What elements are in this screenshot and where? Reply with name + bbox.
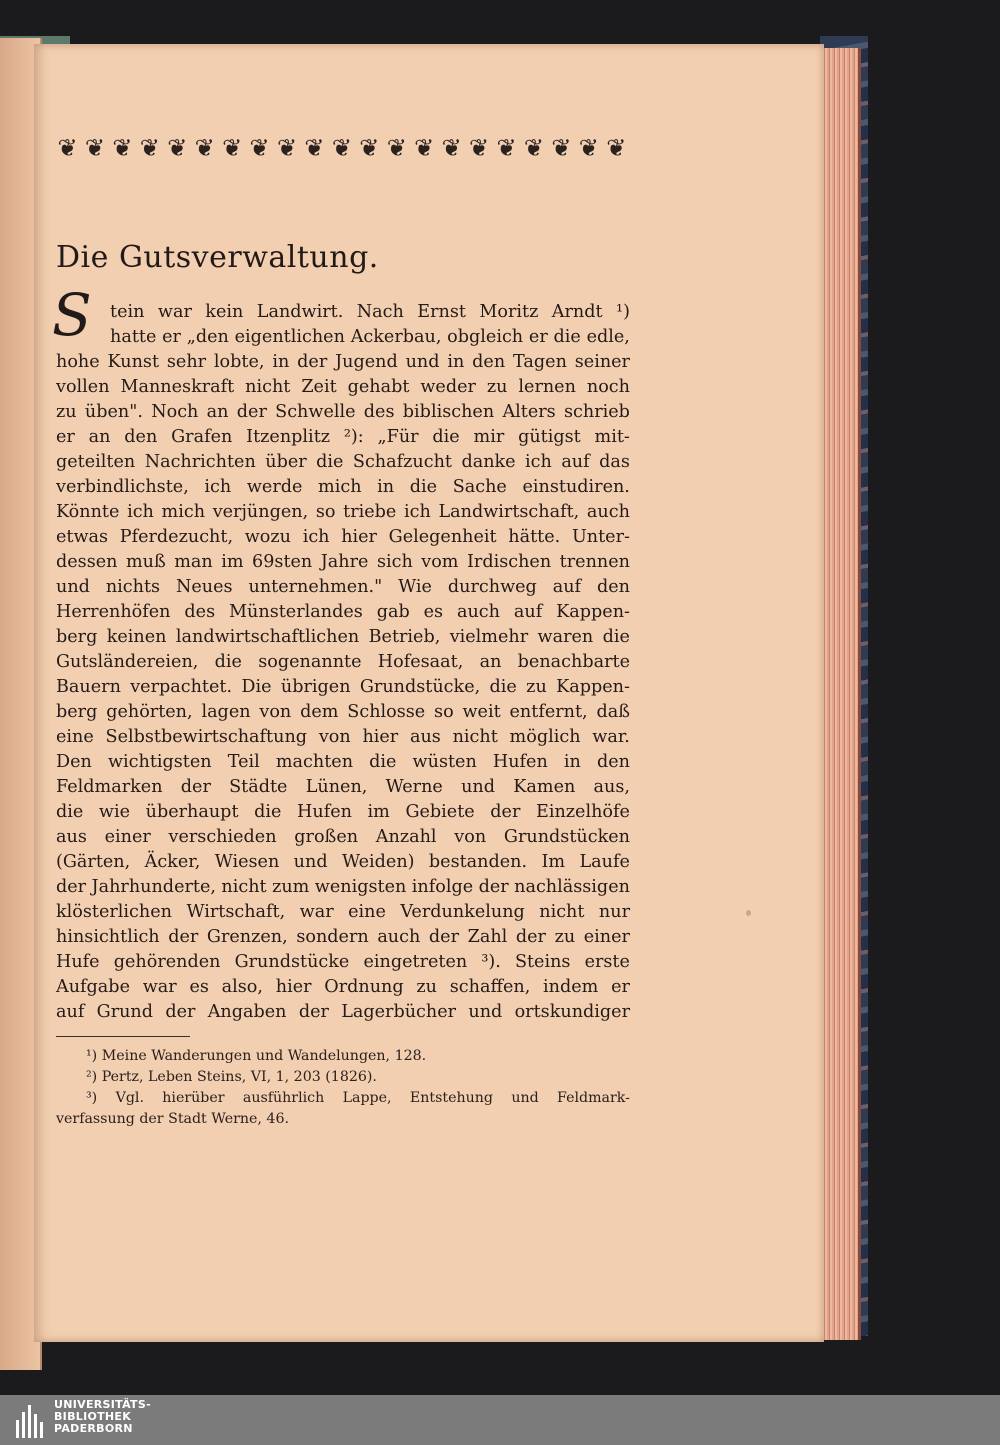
paper-speck: [746, 910, 751, 916]
text-line: Den wichtigsten Teil machten die wüsten Hufen in den: [56, 752, 630, 772]
text-line: Feldmarken der Städte Lünen, Werne und Kamen aus,: [56, 777, 630, 797]
ornament-leaf-icon: ❦: [523, 134, 544, 162]
text-line: vollen Manneskraft nicht Zeit gehabt weder zu lernen noch: [56, 377, 630, 397]
footnote-line: ¹) Meine Wanderungen und Wandelungen, 128.: [86, 1048, 427, 1064]
text-line: berg keinen landwirtschaftlichen Betrieb, vielmehr waren die: [56, 627, 630, 647]
drop-cap: S: [52, 281, 92, 349]
text-line: dessen muß man im 69sten Jahre sich vom Irdischen trennen: [56, 552, 630, 572]
ornament-leaf-icon: ❦: [112, 134, 133, 162]
ornament-leaf-icon: ❦: [331, 134, 352, 162]
footnote-rule: [56, 1036, 190, 1037]
ornament-leaf-icon: ❦: [304, 134, 325, 162]
text-line: eine Selbstbewirtschaftung von hier aus nicht möglich war.: [56, 727, 630, 747]
footnote-line: ²) Pertz, Leben Steins, VI, 1, 203 (1826).: [86, 1069, 377, 1085]
ornament-leaf-icon: ❦: [57, 134, 78, 162]
chapter-heading: Die Gutsverwaltung.: [56, 240, 379, 275]
logo-line-1: UNIVERSITÄTS-: [54, 1398, 151, 1411]
text-line: auf Grund der Angaben der Lagerbücher und ortskundiger: [56, 1002, 630, 1022]
text-line: geteilten Nachrichten über die Schafzucht danke ich auf das: [56, 452, 630, 472]
ornament-leaf-icon: ❦: [578, 134, 599, 162]
text-line: Könnte ich mich verjüngen, so triebe ich Landwirtschaft, auch: [56, 502, 630, 522]
footnote-line: ³) Vgl. hierüber ausführlich Lappe, Entstehung und Feldmark-: [86, 1090, 630, 1106]
text-line: die wie überhaupt die Hufen im Gebiete der Einzelhöfe: [56, 802, 630, 822]
ornament-leaf-icon: ❦: [496, 134, 517, 162]
ornament-leaf-icon: ❦: [414, 134, 435, 162]
ornament-leaf-icon: ❦: [386, 134, 407, 162]
text-line: Hufe gehörenden Grundstücke eingetreten ³). Steins erste: [56, 952, 630, 972]
text-line: Herrenhöfen des Münsterlandes gab es auch auf Kappen-: [56, 602, 630, 622]
footnote-line: verfassung der Stadt Werne, 46.: [56, 1111, 289, 1127]
ornament-leaf-icon: ❦: [194, 134, 215, 162]
ornament-leaf-icon: ❦: [606, 134, 627, 162]
ornament-leaf-icon: ❦: [167, 134, 188, 162]
footnotes: [56, 1046, 630, 1130]
text-line: tein war kein Landwirt. Nach Ernst Moritz Arndt ¹): [110, 302, 630, 322]
ornament-leaf-icon: ❦: [359, 134, 380, 162]
text-line: aus einer verschieden großen Anzahl von Grundstücken: [56, 827, 630, 847]
ornament-leaf-icon: ❦: [139, 134, 160, 162]
library-logo-icon: [12, 1402, 48, 1440]
text-line: er an den Grafen Itzenplitz ²): „Für die mir gütigst mit-: [56, 427, 630, 447]
text-line: Bauern verpachtet. Die übrigen Grundstücke, die zu Kappen-: [56, 677, 630, 697]
library-logo-text: [54, 1399, 151, 1435]
text-line: etwas Pferdezucht, wozu ich hier Gelegenheit hätte. Unter-: [56, 527, 630, 547]
ornament-leaf-icon: ❦: [84, 134, 105, 162]
text-line: hinsichtlich der Grenzen, sondern auch der Zahl der zu einer: [56, 927, 630, 947]
text-line: zu üben". Noch an der Schwelle des biblischen Alters schrieb: [56, 402, 630, 422]
text-line: der Jahrhunderte, nicht zum wenigsten infolge der nachlässigen: [56, 877, 630, 897]
text-line: Gutsländereien, die sogenannte Hofesaat, an benachbarte: [56, 652, 630, 672]
text-line: hohe Kunst sehr lobte, in der Jugend und in den Tagen seiner: [56, 352, 630, 372]
body-text: [56, 300, 630, 1025]
logo-line-2: BIBLIOTHEK: [54, 1410, 132, 1423]
text-line: und nichts Neues unternehmen." Wie durchweg auf den: [56, 577, 630, 597]
ornament-leaf-icon: ❦: [469, 134, 490, 162]
page-edges: [822, 48, 861, 1340]
ornament-leaf-icon: ❦: [249, 134, 270, 162]
ornament-leaf-icon: ❦: [222, 134, 243, 162]
ornament-border: [54, 135, 630, 161]
text-line: hatte er „den eigentlichen Ackerbau, obgleich er die edle,: [110, 327, 630, 347]
ornament-leaf-icon: ❦: [276, 134, 298, 162]
text-line: verbindlichste, ich werde mich in die Sache einstudiren.: [56, 477, 630, 497]
text-line: Aufgabe war es also, hier Ordnung zu schaffen, indem er: [56, 977, 630, 997]
logo-line-3: PADERBORN: [54, 1422, 133, 1435]
text-line: (Gärten, Äcker, Wiesen und Weiden) bestanden. Im Laufe: [56, 852, 630, 872]
text-line: berg gehörten, lagen von dem Schlosse so weit entfernt, daß: [56, 702, 630, 722]
text-line: klösterlichen Wirtschaft, war eine Verdunkelung nicht nur: [56, 902, 630, 922]
ornament-leaf-icon: ❦: [551, 134, 572, 162]
ornament-leaf-icon: ❦: [441, 134, 462, 162]
